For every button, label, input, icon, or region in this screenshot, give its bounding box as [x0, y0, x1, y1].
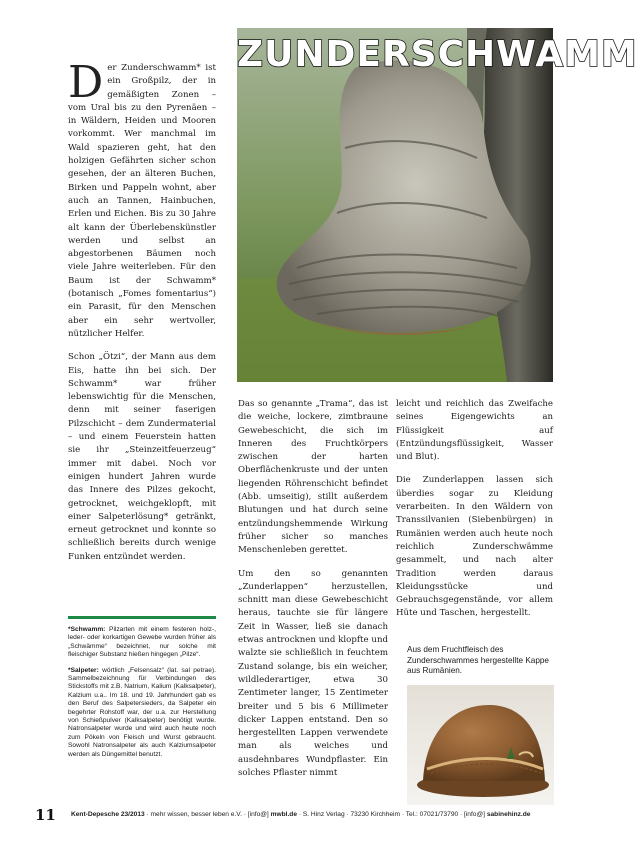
paragraph: leicht und reichlich das Zweifache seines Eigengewichts an Flüssigkeit auf (Entzündungsflüssigkeit, Wasser und Blut). [396, 399, 553, 463]
footnote-text: wörtlich „Felsensalz“ (lat. sal petrae). Sammelbezeichnung für Verbindungen des Stickstoffs mit z.B. Natrium, Kalium (Kalksalpeter), Kalzium u.a.. Im 18. und 19. Jahrhundert gab es den Beruf des Salpetersieders, da Salpeter ein begehrter Rohstoff war, der u.a. zur Herstellung von Schießpulver (Kalksalpeter) benötigt wurde. Natronsalpeter wurde und wird auch heute noch zum Pökeln von Fleisch und Wurst gebraucht. Sowohl Natronsalpeter als auch Kalziumsalpeter werden als Düngemittel benutzt. [68, 666, 216, 758]
footer-line [71, 811, 530, 818]
paragraph: Das so genannte „Trama“, das ist die weiche, lockere, zimtbraune Gewebeschicht, die sich im Inneren des Fruchtkörpers zwischen der harten Oberflächenkruste und der unten liegenden Röhrenschicht befindet (Abb. umseitig), stillt außerdem Blutungen und hat durch seine entzündungshemmende Wirkung früher sicher so manches Menschenleben gerettet. [238, 399, 388, 556]
page-footer [35, 806, 555, 826]
intro-paragraph [68, 57, 216, 341]
footnote-term: *Schwamm: [68, 626, 106, 633]
divider [68, 616, 216, 619]
footer-text: · mehr wissen, besser leben e.V. · [info@] [144, 811, 271, 818]
paragraph: Um den so genannten „Zunderlappen“ herzustellen, schnitt man diese Gewebeschicht heraus, tauchte sie für längere Zeit in Wasser, ließ sie danach etwas antrocknen und klopfte und walzte sie schließlich in feuchtem Zustand solange, bis ein weicher, wildlederartiger, etwa 30 Zentimeter langer, 15 Zentimeter breiter und 5 bis 6 Millimeter dicker Lappen entstand. Den so hergestellten Lappen verwendete man als weiches und ausdehnbares Wundpflaster. Ein solches Pflaster nimmt [238, 568, 388, 779]
fungus-illustration [237, 28, 638, 382]
footer-text: · S. Hinz Verlag · 73230 Kirchheim · Tel.: 07021/73790 · [info@] [297, 811, 487, 818]
article-column-3 [396, 398, 553, 631]
hat-illustration [407, 685, 554, 805]
image-caption: Aus dem Fruchtfleisch des Zunderschwammes hergestellte Kappe aus Rumänien. [407, 645, 549, 675]
footnote-schwamm [68, 626, 216, 660]
footnote-salpeter [68, 667, 216, 759]
article-column-1 [68, 57, 216, 574]
footnote-text: Pilzarten mit einem festeren holz-, leder- oder korkartigen Gewebe wurden früher als „Schwämme“ bezeichnet, nur solche mit fleischiger Substanz hießen hingegen „Pilze“. [68, 626, 216, 659]
page-title: ZUNDERSCHWAMM [237, 34, 638, 75]
intro-text: er Zunderschwamm* ist ein Großpilz, der in gemäßigten Zonen – vom Ural bis zu den Pyrenäen – in Wäldern, Heiden und Mooren vorkommt. Wer manchmal im Wald spazieren geht, hat den holzigen Gefährten sicher schon gesehen, der an älteren Buchen, Birken und Pappeln wohnt, aber auch an Tannen, Hainbuchen, Erlen und Eichen. Bis zu 30 Jahre alt kann der Überlebenskünstler werden und selbst an abgestorbenen Bäumen noch viele Jahre weiterleben. Für den Baum ist der Schwamm* (botanisch „Fomes fomentarius“) ein Parasit, für den Menschen aber ein sehr wertvoller, nützlicher Helfer. [68, 63, 216, 339]
site-link-sabinehinz[interactable]: sabinehinz.de [486, 811, 531, 818]
footnote-term: *Salpeter: [68, 666, 99, 674]
paragraph: Die Zunderlappen lassen sich überdies sogar zu Kleidung verarbeiten. In den Wäldern von Transsilvanien (Siebenbürgen) in Rumänien werden auch heute noch reichlich Zunderschwämme gesammelt, und nach alter Tradition werden daraus Kleidungsstücke und Gebrauchsgegenstände, vor allem Hüte und Taschen, hergestellt. [396, 475, 553, 619]
fungus-photo [237, 28, 638, 382]
issue-label: Kent-Depesche 23/2013 [71, 811, 145, 818]
hat-photo [407, 685, 554, 805]
drop-cap: D [68, 57, 104, 108]
page-number: 11 [35, 806, 56, 824]
footnotes-box [68, 616, 216, 766]
site-link-mwbl[interactable]: mwbl.de [270, 811, 297, 818]
paragraph: Schon „Ötzi“, der Mann aus dem Eis, hatte ihn bei sich. Der Schwamm* war früher lebenswichtig für die Menschen, denn mit seiner faserigen Pilzschicht – dem Zundermaterial – und einem Feuerstein hatten sie ihr „Steinzeitfeuerzeug“ immer mit dabei. Noch vor einigen hundert Jahren wurde das Innere des Pilzes gekocht, getrocknet, weichgeklopft, mit einer Salpeterlösung* getränkt, erneut getrocknet und konnte so schließlich bereits durch wenige Funken entzündet werden. [68, 352, 216, 562]
article-column-2 [238, 398, 388, 790]
